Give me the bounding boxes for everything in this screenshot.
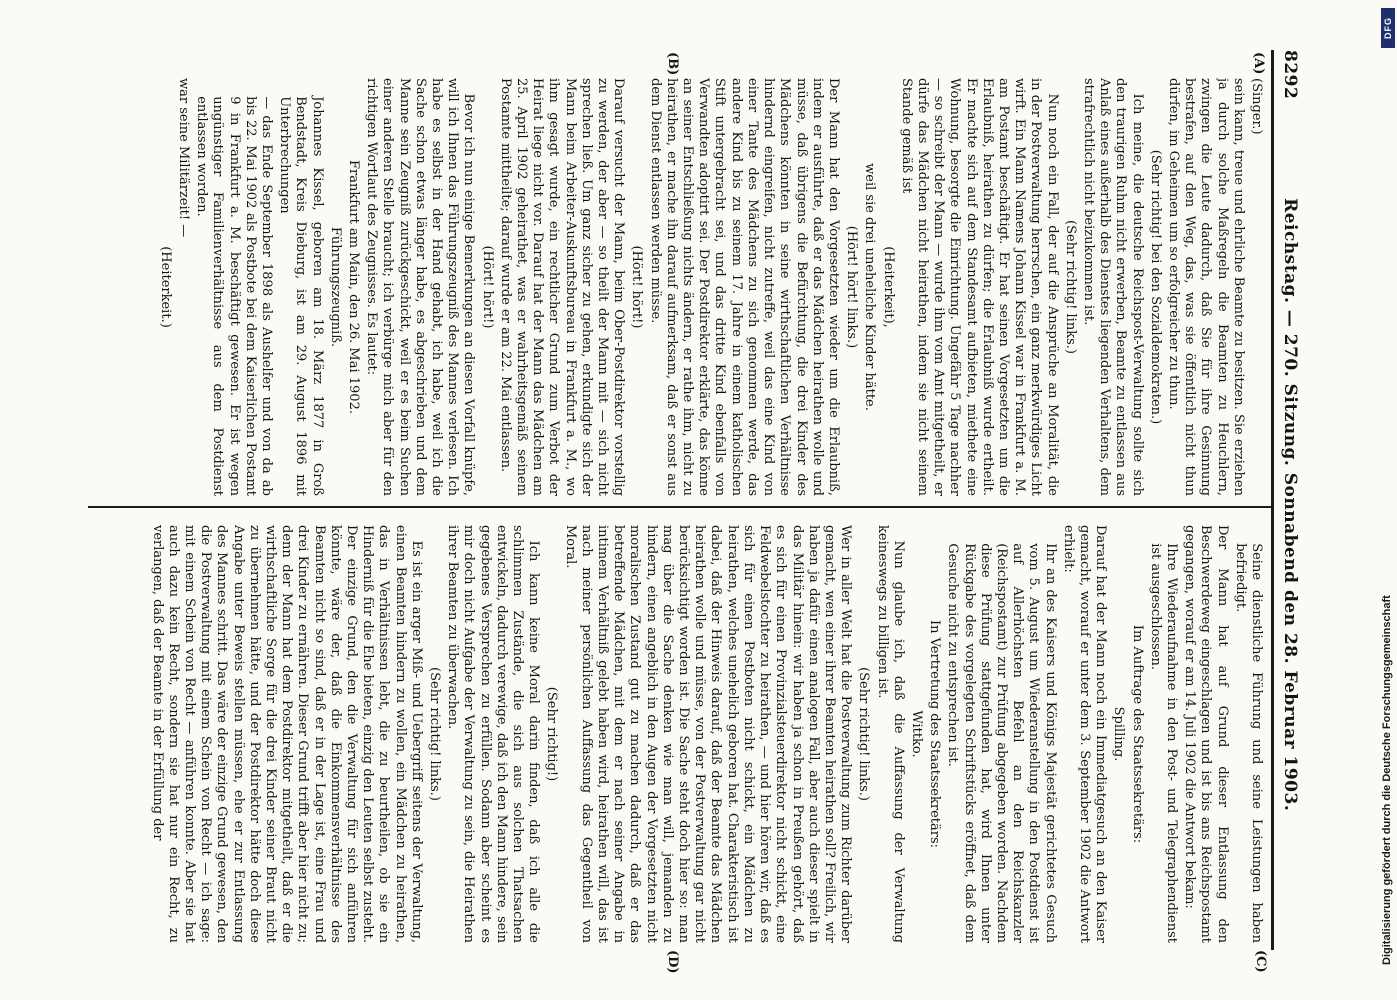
paragraph: Im Auftrage des Staatssekretärs: <box>1129 624 1145 844</box>
paragraph: Der Mann hat auf Grund dieser Entlassung den Beschwerdeweg eingeschlagen und ist bis ans Reichspostamt gegangen, worauf er am 14. Juli 1902 die Antwort bekam: <box>1182 525 1230 943</box>
header-rule <box>1271 50 1274 950</box>
paragraph: (Sehr richtig! links.) <box>1062 220 1078 354</box>
paragraph: Ich kann keine Moral darin finden, daß ich alle die schlimmen Zustände, die sich aus solchen Thatsachen entwickeln, dadurch verewige, daß ich den Mann hindere, sein gegebenes Versprechen zu erfüllen. Sodann aber scheint es mir doch nicht Aufgabe der Verwaltung zu sein, die Heirathen ihrer Beamten zu überwachen. <box>445 525 542 943</box>
paragraph: Darauf hat der Mann noch ein Immediatgesuch an den Kaiser gemacht, worauf er unter dem 3. September 1902 die Antwort erhielt: <box>1060 525 1109 943</box>
margin-marker-d: (D) <box>665 950 680 974</box>
running-head-title: Reichstag. — 270. Sitzung. Sonnabend den 28. Februar 1903. <box>1280 198 1300 812</box>
paragraph: Es ist ein arger Miß- und Uebergriff seitens der Verwaltung, einen Beamten hindern zu wollen, ein Mädchen zu heirathen, das in Verhältnissen lebt, die zu beurtheilen, ob sie ein Hinderniß für die Ehe bieten, einzig den Leuten selbst zusteht. Der einzige Grund, den die Verwaltung für sich anführen könnte, wäre der, daß die Einkommensverhältnisse des Beamten nicht so sind, daß er in der Lage ist, eine Frau und drei Kinder zu ernähren. Dieser Grund trifft aber hier nicht zu; denn der Mann hat dem Postdirektor mitgetheilt, daß er die wirthschaftliche Sorge für die drei Kinder seiner Braut nicht zu übernehmen hätte, und der Postdirektor hätte doch diese Angabe unter Beweis stellen müssen, ehe er zur Entlassung des Mannes schritt. Das wäre der einzige Grund gewesen, den die Postverwaltung mit einem Schein von Recht — ich sage: mit einem Schein von Recht — anführen konnte. Aber sie hat auch dazu kein Recht, sondern sie hat nur ein Recht, zu verlangen, daß der Beamte in der Erfüllung der <box>149 525 424 943</box>
column-divider <box>88 506 1274 508</box>
paragraph: (Hört! hört! links.) <box>844 225 860 349</box>
paragraph: — das Ende September 1898 als Aushelfer und von da ab bis 22. Mai 1902 als Postbote bei dem Kaiserlichen Postamt 9 in Frankfurt a. M. beschäftigt gewesen. Er ist wegen ungünstiger Familienverhältnisse aus dem Postdienst entlassen worden. <box>194 96 275 496</box>
paragraph: Nun noch ein Fall, der auf die Ansprüche an Moralität, die in der Postverwaltung herrschen, ein ganz merkwürdiges Licht wirft. Ein Mann Namens Johann Kissel war in Frankfurt a. M. am Postamt beschäftigt. Er hat seinen Vorgesetzten um die Erlaubniß, heirathen zu dürfen; die Erlaubniß wurde ertheilt. Er machte sich auf dem Standesamt aufbieten, miethete eine Wohnung, besorgte die Einrichtung. Ungefähr 5 Tage nachher — so schreibt der Mann — wurde ihm vom Amt mitgetheilt, er dürfe das Mädchen nicht heirathen, indem sie nicht seinem Stande gemäß ist <box>898 78 1060 496</box>
paragraph: (Heiterkeit), <box>880 246 896 328</box>
paragraph: Ihre Wiederaufnahme in den Post- und Telegraphendienst ist ausgeschlossen. <box>1147 543 1179 943</box>
margin-marker-b: (B) <box>665 52 680 76</box>
paragraph: (Heiterkeit.) <box>157 246 173 328</box>
paragraph: (Sehr richtig! links.) <box>427 667 443 801</box>
paragraph: Seine dienstliche Führung und seine Leistungen haben befriedigt. <box>1232 543 1264 943</box>
funding-credit-text: Digitalisierung gefördert durch die Deutsche Forschungsgemeinschaft <box>1381 595 1393 965</box>
paragraph: Darauf versucht der Mann, beim Ober-Postdirektor vorstellig zu werden, der aber — so theilt der Mann mit — sich nicht sprechen ließ. Um ganz sicher zu gehen, erkundigte sich der Mann beim Arbeiter-Auskunftsbureau in Frankfurt a. M., wo ihm gesagt wurde, ein rechtlicher Grund zum Verbot der Heirat liege nicht vor. Darauf hat der Mann das Mädchen am 25. April 1902 geheirathet, was er wahrheitsgemäß seinem Postamte mittheilte; darauf wurde er am 22. Mai entlassen. <box>497 78 627 496</box>
page-number: 8292 <box>1280 50 1300 100</box>
paragraph: Bevor ich nun einige Bemerkungen an diesen Vorfall knüpfe, will ich Ihnen das Führungszeugniß des Mannes verlesen. Ich habe es selbst in der Hand gehabt, ich habe, weil ich die Sache schon etwas länger habe, es abgeschrieben und dem Manne sein Zeugniß zurückgeschickt, weil er es beim Suchen einer anderen Stelle braucht; ich verbürge mich aber für den richtigen Wortlaut des Zeugnisses. Es lautet: <box>364 78 477 496</box>
paragraph: (Hört! hört!) <box>629 245 645 329</box>
margin-marker-a: (A) <box>1251 52 1266 75</box>
paragraph: (Sehr richtig! bei den Sozialdemokraten.) <box>1147 149 1163 425</box>
paragraph: In Vertretung des Staatssekretärs: <box>927 619 943 849</box>
paragraph: sein kann, treue und ehrliche Beamte zu besitzen. Sie erziehen ja durch solche Maßregeln die Beamten zu Heuchlern, zwingen die Leute dadurch, daß Sie für ihre Gesinnung bestrafen, auf den Weg, das, was sie öffentlich nicht thun dürfen, im Geheimen um so erfolgreicher zu thun. <box>1165 78 1246 496</box>
dfg-logo-text: DFG <box>1383 17 1393 39</box>
paragraph: war seine Militärzeit! — <box>176 78 191 238</box>
paragraph: Der Mann hat den Vorgesetzten wieder um die Erlaubniß, indem er ausführte, daß er das Mädchen heirathen wolle und müsse, daß übrigens die Befürchtung, die drei Kinder des Mädchens könnten in seine wirthschaftlichen Verhältnisse hindernd eingreifen, nicht zutreffe, weil das eine Kind von einer Tante des Mädchens zu sich genommen werde, das andere Kind bis zu seinem 17. Jahre in einem katholischen Stift untergebracht sei, und das dritte Kind ebenfalls von Verwandten adoptirt sei. Der Postdirektor erklärte, das könne an seiner Entschließung nichts ändern, er rathe ihm, nicht zu heirathen, er mache ihn darauf aufmerksam, daß er sonst aus dem Dienst entlassen werden müsse. <box>647 78 841 496</box>
paragraph: Ich meine, die deutsche Reichspost-Verwaltung sollte sich den traurigen Ruhm nicht erwerben, Beamte zu entlassen aus Anlaß eines außerhalb des Dienstes liegenden Verhaltens, dem strafrechtlich nicht beizukommen ist. <box>1080 78 1145 496</box>
left-text-column <box>89 78 1264 496</box>
paragraph: Ihr an des Kaisers und Königs Majestät gerichtetes Gesuch vom 5. August um Wiederanstellung in den Postdienst ist auf Allerhöchsten Befehl an den Reichskanzler (Reichspostamt) zur Prüfung abgegeben worden. Nachdem diese Prüfung stattgefunden hat, wird Ihnen unter Rückgabe des vorgelegten Schriftstücks eröffnet, daß dem Gesuche nicht zu entsprechen ist. <box>945 543 1058 943</box>
paragraph: Frankfurt am Main, den 26. Mai 1902. <box>346 160 362 414</box>
running-head <box>1280 50 1310 950</box>
right-text-column <box>89 525 1264 943</box>
paragraph: (Sehr richtig! links.) <box>856 667 872 801</box>
paragraph: Wittko. <box>908 710 924 758</box>
paragraph: Führungszeugniß. <box>327 226 343 348</box>
paragraph: Johannes Kissel, geboren am 18. März 1877 in Groß Bendstadt, Kreis Dieburg, ist am 29. August 1896 mit Unterbrechungen <box>277 96 325 496</box>
paragraph: Wer in aller Welt hat die Postverwaltung zum Richter darüber gemacht, wen einer ihrer Beamten heirathen soll? Freilich, wir haben ja dafür einen analogen Fall, aber auch dieser spielt in das Militär hinein: wir haben ja schon in Preußen gehört, daß es sich für einen Provinzialsteuerdirektor nicht schickt, eine Feldwebelstochter zu heirathen, — und hier hören wir, daß es sich für einen Postboten nicht schickt, ein Mädchen zu heirathen, welches unehelich geboren hat. Charakteristisch ist dabei, daß der Hinweis darauf, daß der Beamte das Mädchen heirathen wolle und müsse, von der Postverwaltung gar nicht berücksichtigt worden ist. Die Sache steht doch hier so: man mag über die Sache denken wie man will, jemanden zu hindern, einen angeblich in den Augen der Vorgesetzten nicht moralischen Zustand gut zu machen dadurch, daß er das betreffende Mädchen, mit dem er nach seiner Angabe in intimem Verhältniß gelebt haben wird, heirathen will, das ist nach meiner persönlichen Auffassung das Gegentheil von Moral. <box>562 525 854 943</box>
paragraph: Spilling. <box>1111 706 1127 762</box>
paragraph: (Singer.) <box>1249 78 1264 135</box>
funding-credit <box>1379 0 1397 1000</box>
paragraph: (Hört! hört!) <box>479 245 495 329</box>
paragraph: (Sehr richtig!) <box>544 686 560 782</box>
paragraph: weil sie drei uneheliche Kinder hätte. <box>862 163 878 411</box>
margin-marker-c: (C) <box>1253 950 1268 973</box>
paragraph: Nun glaube ich, daß die Auffassung der Verwaltung keineswegs zu billigen ist. <box>874 525 906 943</box>
